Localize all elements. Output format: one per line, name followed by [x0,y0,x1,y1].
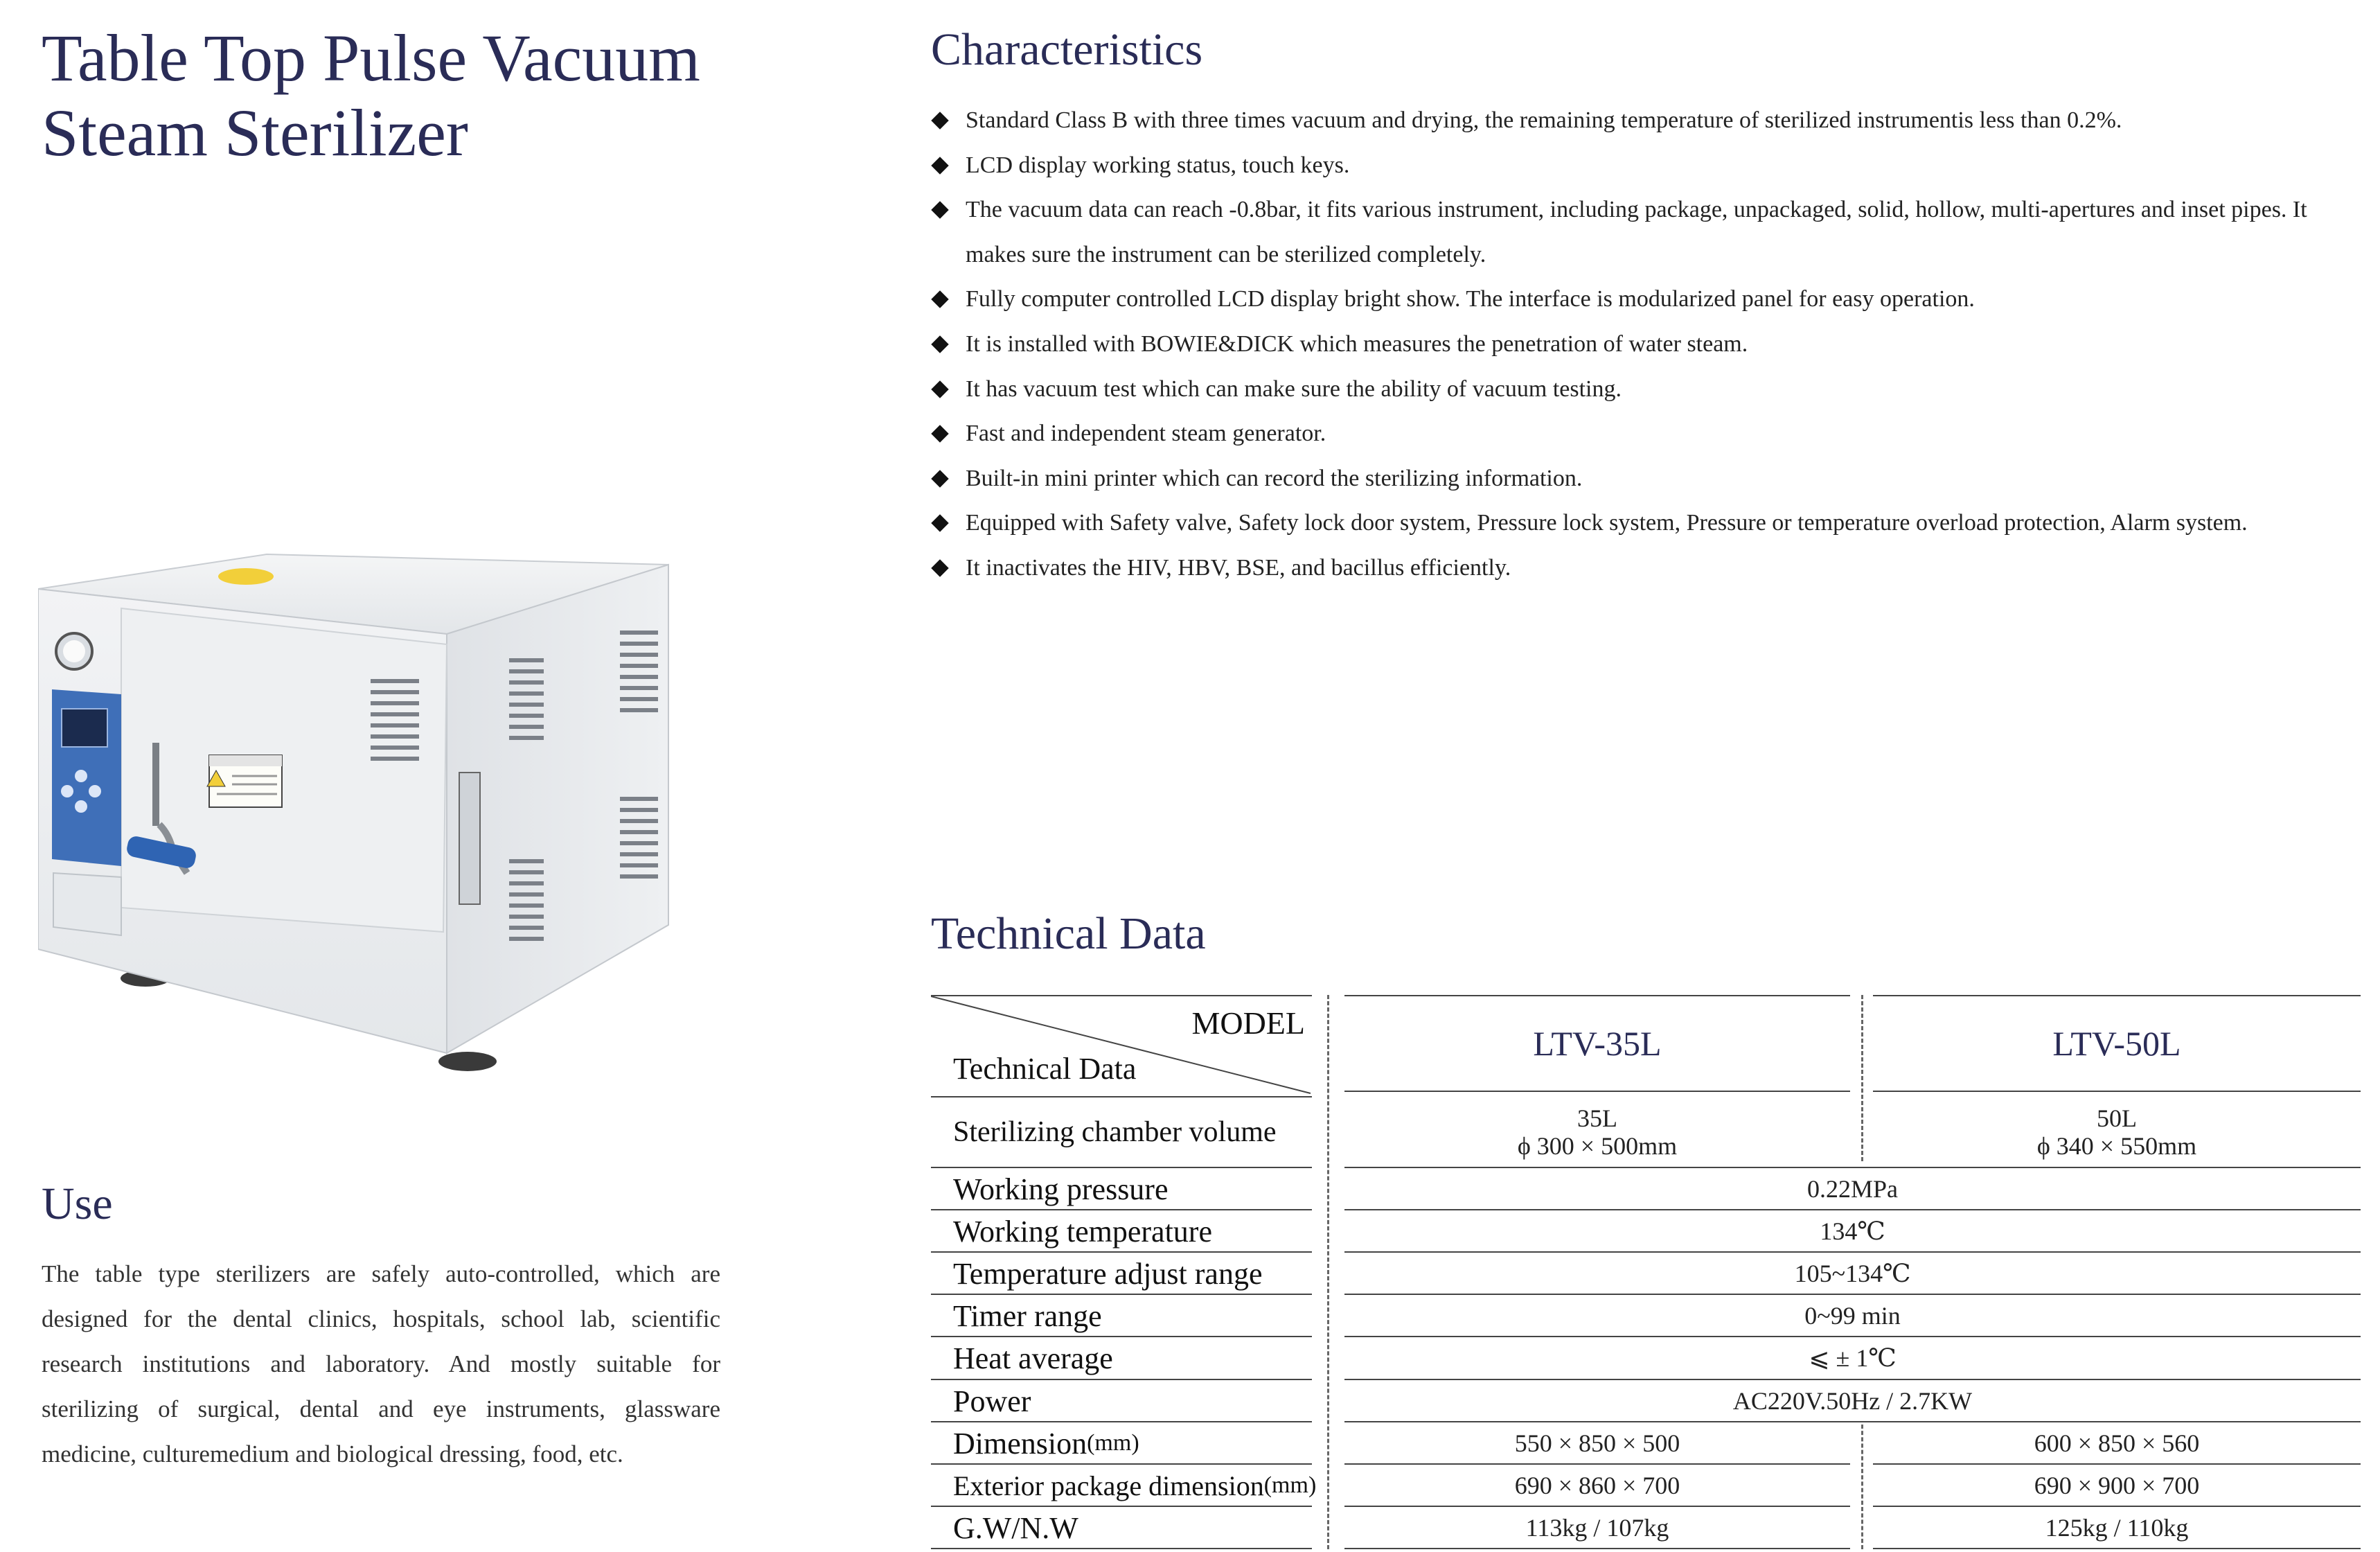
row-label: Working temperature [953,1214,1212,1249]
table-rule [931,1251,1312,1253]
table-rule [931,1379,1312,1380]
characteristic-item: Fast and independent steam generator. [931,412,2344,457]
table-rule [931,1421,1312,1422]
table-separator [1861,995,1863,1161]
characteristic-item: Equipped with Safety valve, Safety lock door system, Pressure lock system, Pressure or temperature overload protection, Alarm system. [931,501,2344,546]
corner-model-label: MODEL [1191,1005,1305,1041]
table-rule [1344,1379,2361,1380]
row-label: Exterior package dimension (mm) [953,1470,1317,1501]
value-power: AC220V.50Hz / 2.7KW [1732,1387,1973,1415]
characteristic-item: It inactivates the HIV, HBV, BSE, and bacillus efficiently. [931,546,2344,591]
characteristic-item: Fully computer controlled LCD display bright show. The interface is modularized panel for easy operation. [931,277,2344,322]
value-ltv35l-weight: 113kg / 107kg [1525,1514,1669,1542]
characteristics-heading: Characteristics [931,24,1203,75]
row-label: Dimension (mm) [953,1426,1139,1461]
value-ltv35l-chamber: 35L ϕ 300 × 500mm [1517,1104,1678,1160]
characteristics-list [931,98,2344,591]
characteristic-item: Built-in mini printer which can record the sterilizing information. [931,457,2344,502]
page-title [42,21,803,170]
diamond-bullet-icon [931,201,948,218]
table-separator [1861,1425,1863,1549]
table-rule [931,1167,1312,1168]
diamond-bullet-icon [931,291,948,308]
table-rule [1344,1336,2361,1337]
characteristic-item: It is installed with BOWIE&DICK which measures the penetration of water steam. [931,322,2344,367]
diamond-bullet-icon [931,470,948,487]
table-rule [1344,995,1850,996]
row-label: Working pressure [953,1172,1169,1206]
table-rule [931,1463,1312,1465]
value-ltv35l-dimension: 550 × 850 × 500 [1514,1429,1680,1457]
row-label: Temperature adjust range [953,1256,1263,1291]
table-rule [1344,1506,1850,1507]
table-rule [1873,1506,2361,1507]
value-ltv50l-package: 690 × 900 × 700 [2034,1472,2200,1499]
table-rule [1344,1091,1850,1092]
diamond-bullet-icon [931,425,948,442]
table-rule [931,1209,1312,1210]
technical-data-table [931,995,2361,1545]
table-rule [931,1294,1312,1295]
row-label: Power [953,1384,1031,1418]
characteristic-item: Standard Class B with three times vacuum and drying, the remaining temperature of sterilized instrumentis less than 0.2%. [931,98,2344,143]
table-rule [1873,1091,2361,1092]
value-working-pressure: 0.22MPa [1806,1175,1898,1203]
table-rule [931,1548,1312,1549]
table-rule [1344,1548,1850,1549]
table-rule [1344,1421,2361,1422]
value-ltv35l-package: 690 × 860 × 700 [1514,1472,1680,1499]
table-rule [931,1336,1312,1337]
characteristic-item: LCD display working status, touch keys. [931,143,2344,188]
value-heat-average: ⩽ ± 1℃ [1809,1344,1897,1372]
use-description: The table type sterilizers are safely auto-controlled, which are designed for the dental clinics, hospitals, school lab, scientific research institutions and laboratory. And mostly suitable for sterilizing of surgical, dental and eye instruments, glassware medicine, culturemedium and biological dressing, food, etc. [42,1260,720,1467]
use-heading: Use [42,1179,113,1229]
table-separator [1327,995,1329,1549]
corner-technical-label: Technical Data [953,1051,1137,1086]
diamond-bullet-icon [931,157,948,174]
value-ltv50l-weight: 125kg / 110kg [2045,1514,2189,1542]
row-label: G.W/N.W [953,1510,1078,1545]
characteristic-item: It has vacuum test which can make sure the ability of vacuum testing. [931,367,2344,412]
diamond-bullet-icon [931,380,948,398]
row-label: Timer range [953,1298,1102,1333]
sterilizer-product-image [38,547,675,1088]
table-rule [1873,1548,2361,1549]
table-rule [1873,1463,2361,1465]
model-heading-ltv35l: LTV-35L [1533,1024,1662,1063]
table-rule [1344,1209,2361,1210]
table-rule [931,1096,1312,1097]
diamond-bullet-icon [931,335,948,353]
value-working-temperature: 134℃ [1820,1217,1885,1245]
row-label: Sterilizing chamber volume [953,1116,1277,1148]
diamond-bullet-icon [931,112,948,129]
table-rule [1344,1167,2361,1168]
technical-data-heading: Technical Data [931,908,1206,959]
table-rule [1344,1251,2361,1253]
table-rule [931,995,1312,996]
table-rule [1344,1463,1850,1465]
diamond-bullet-icon [931,559,948,576]
characteristic-item: The vacuum data can reach -0.8bar, it fits various instrument, including package, unpackaged, solid, hollow, multi-apertures and inset pipes. It makes sure the instrument can be sterilized completely. [931,188,2344,277]
table-rule [931,1506,1312,1507]
table-rule [1344,1294,2361,1295]
value-timer-range: 0~99 min [1804,1302,1901,1330]
title-line-1: Table Top Pulse Vacuum [42,21,700,95]
table-rule [1873,995,2361,996]
row-label: Heat average [953,1341,1113,1375]
value-ltv50l-dimension: 600 × 850 × 560 [2034,1429,2200,1457]
value-temperature-range: 105~134℃ [1794,1260,1911,1287]
value-ltv50l-chamber: 50L ϕ 340 × 550mm [2036,1104,2197,1160]
diamond-bullet-icon [931,515,948,532]
model-heading-ltv50l: LTV-50L [2052,1024,2181,1063]
title-line-2: Steam Sterilizer [42,96,468,170]
